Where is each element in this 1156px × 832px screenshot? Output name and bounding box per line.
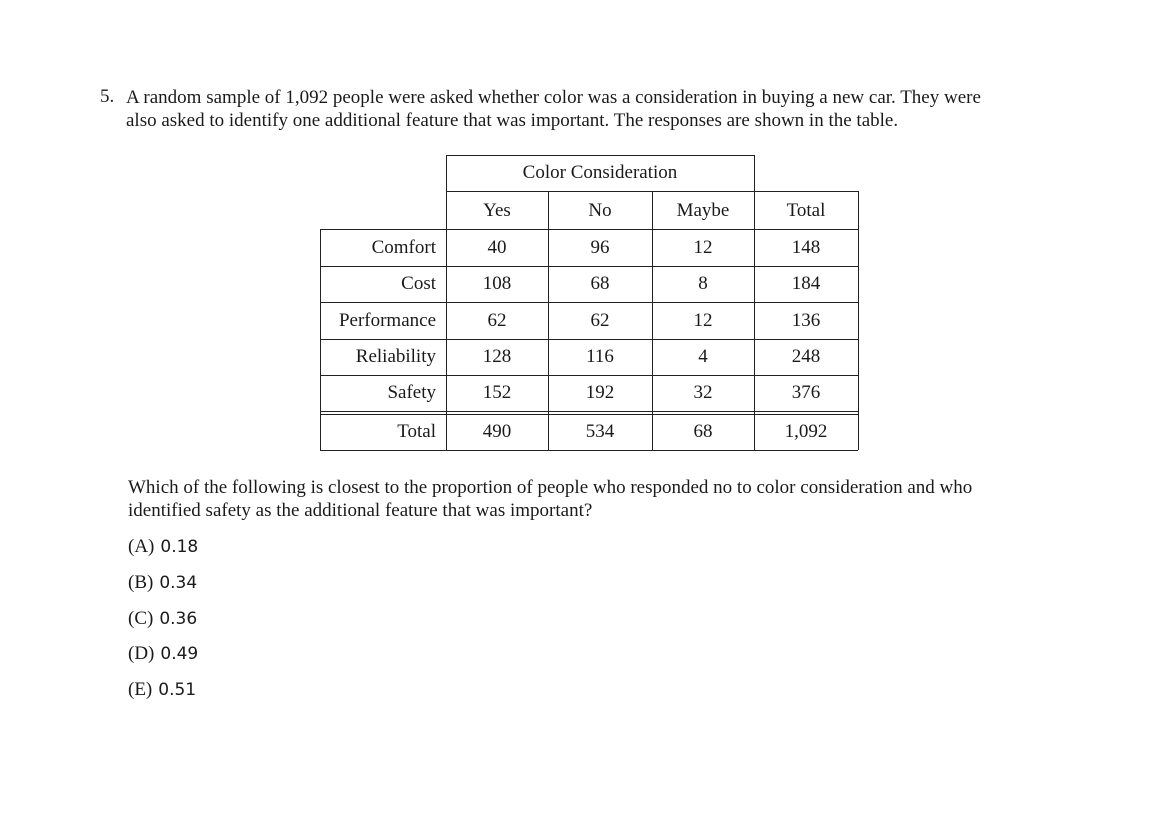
problem-intro-line-2: also asked to identify one additional feature that was important. The responses are shown in the table.: [126, 110, 899, 131]
table-cell: 32: [693, 382, 713, 403]
table-cell: 68: [590, 273, 610, 294]
table-cell: 376: [791, 382, 821, 403]
column-header-no: No: [588, 200, 612, 221]
table-cell: 490: [482, 421, 512, 442]
table-cell: 152: [482, 382, 512, 403]
choice-letter: (B): [128, 572, 154, 593]
answer-choice-b[interactable]: [128, 572, 197, 594]
table-border: [320, 229, 321, 450]
column-header-total: Total: [786, 200, 826, 221]
table-cell: 40: [487, 237, 507, 258]
group-header-color-consideration: Color Consideration: [522, 162, 678, 183]
table-cell: 8: [698, 273, 708, 294]
table-cell: 192: [585, 382, 615, 403]
row-label-performance: Performance: [338, 310, 436, 331]
table-cell: 128: [482, 346, 512, 367]
choice-value: 0.34: [159, 573, 198, 593]
choice-letter: (E): [128, 679, 153, 700]
answer-choice-e[interactable]: [128, 679, 196, 701]
table-border: [320, 450, 858, 451]
column-header-yes: Yes: [483, 200, 511, 221]
question-text: [128, 476, 1088, 522]
table-cell: 184: [791, 273, 821, 294]
table-cell: 62: [487, 310, 507, 331]
choice-value: 0.36: [159, 609, 198, 629]
table-cell: 116: [586, 346, 614, 367]
table-cell: 12: [693, 310, 713, 331]
answer-choice-a[interactable]: [128, 536, 198, 558]
table-border: [858, 191, 859, 450]
choice-letter: (D): [128, 643, 155, 664]
answer-choice-d[interactable]: [128, 643, 198, 665]
choice-letter: (C): [128, 608, 154, 629]
choice-value: 0.51: [158, 680, 197, 700]
table-cell: 248: [791, 346, 821, 367]
column-header-maybe: Maybe: [676, 200, 730, 221]
problem-intro: [126, 86, 1096, 132]
table-cell: 12: [693, 237, 713, 258]
question-line-1: Which of the following is closest to the proportion of people who responded no to color consideration and who: [128, 477, 973, 498]
row-label-comfort: Comfort: [371, 237, 436, 258]
answer-choice-c[interactable]: [128, 608, 197, 630]
problem-intro-line-1: A random sample of 1,092 people were asked whether color was a consideration in buying a new car. They were: [126, 87, 981, 108]
table-cell: 1,092: [784, 421, 828, 442]
choice-value: 0.18: [160, 537, 199, 557]
table-border: [754, 155, 755, 191]
table-cell: 96: [590, 237, 610, 258]
row-label-reliability: Reliability: [355, 346, 436, 367]
table-cell: 62: [590, 310, 610, 331]
table-cell: 534: [585, 421, 615, 442]
table-cell: 68: [693, 421, 713, 442]
table-cell: 108: [482, 273, 512, 294]
problem-number: 5.: [100, 86, 115, 107]
choice-value: 0.49: [160, 644, 199, 664]
table-border: [320, 411, 858, 412]
table-cell: 136: [791, 310, 821, 331]
table-cell: 148: [791, 237, 821, 258]
row-label-cost: Cost: [401, 273, 436, 294]
table-cell: 4: [698, 346, 708, 367]
row-label-safety: Safety: [387, 382, 436, 403]
choice-letter: (A): [128, 536, 155, 557]
question-line-2: identified safety as the additional feature that was important?: [128, 500, 593, 521]
row-label-total: Total: [397, 421, 436, 442]
